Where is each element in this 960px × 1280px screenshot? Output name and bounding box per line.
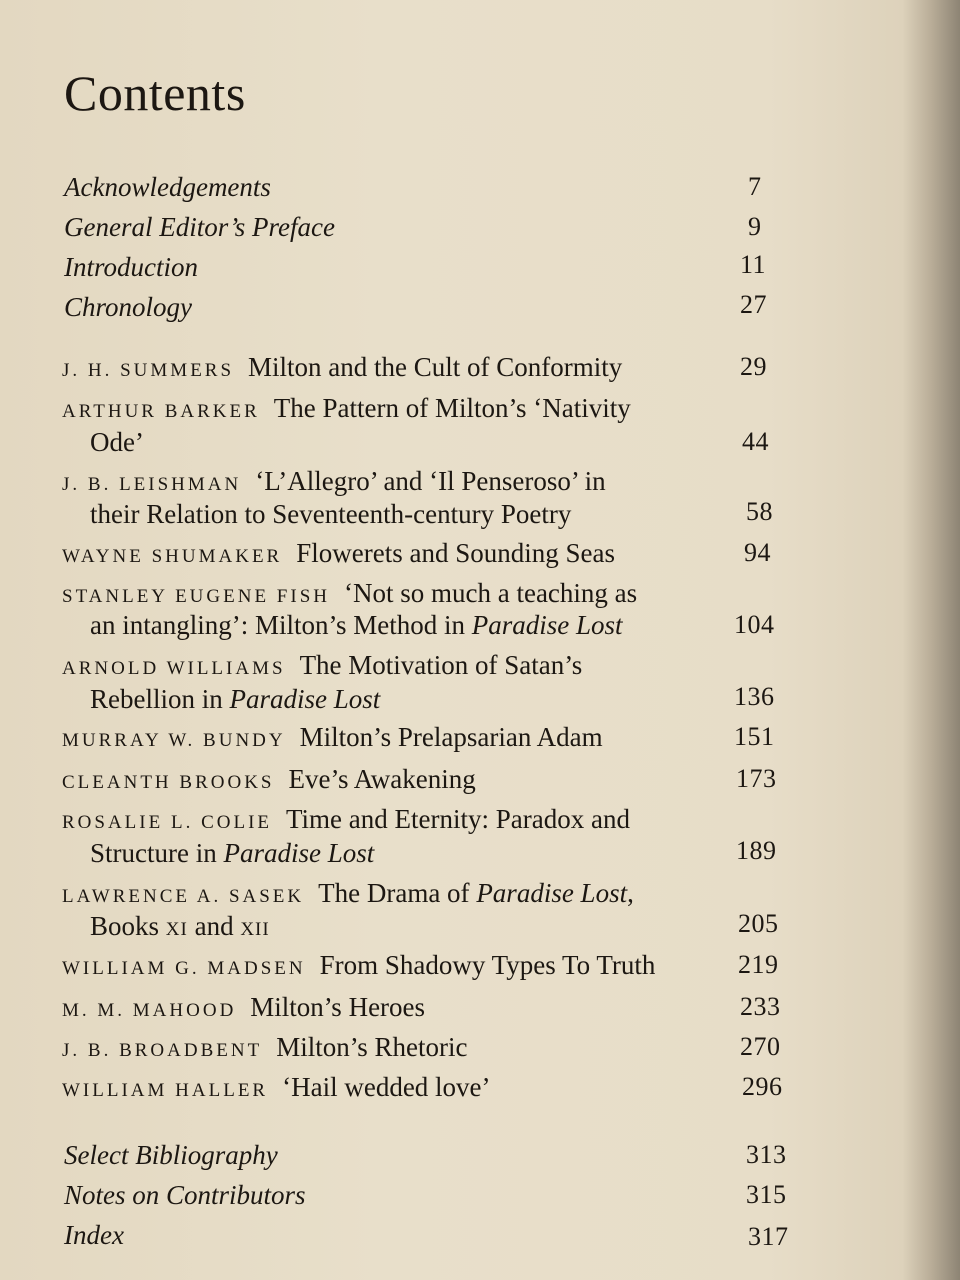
author-name: LAWRENCE A. SASEK (62, 886, 305, 907)
author-name: ARNOLD WILLIAMS (62, 658, 286, 679)
toc-entry (62, 393, 631, 424)
essay-title: From Shadowy Types To Truth (319, 950, 656, 980)
page-number: 296 (742, 1072, 783, 1101)
page-number: 270 (740, 1032, 781, 1061)
essay-title-continued: Ode’ (90, 427, 144, 457)
toc-entry-introduction: Introduction (64, 252, 198, 282)
toc-entry-bibliography: Select Bibliography (64, 1140, 278, 1170)
essay-title-continued: Books XI and XII (90, 911, 270, 941)
page-number: 189 (736, 836, 777, 865)
essay-title: ‘Hail wedded love’ (282, 1072, 491, 1102)
author-name: J. B. BROADBENT (62, 1040, 263, 1061)
toc-entry: LAWRENCE A. SASEK The Drama of Paradise Lost, (62, 878, 634, 908)
author-name: WILLIAM G. MADSEN (62, 958, 306, 979)
toc-entry-preface: General Editor’s Preface (64, 212, 335, 242)
toc-entry-index: Index (64, 1220, 124, 1250)
page-number: 104 (734, 610, 775, 639)
author-name: ARTHUR BARKER (62, 401, 260, 422)
toc-entry (62, 992, 425, 1023)
essay-title: Time and Eternity: Paradox and (286, 804, 630, 834)
page-number: 44 (742, 427, 769, 456)
essay-title-continued: Structure in Paradise Lost (90, 838, 375, 868)
page-number: 233 (740, 992, 781, 1021)
page-number: 205 (738, 909, 779, 938)
page-number: 27 (740, 290, 767, 319)
essay-title: Milton’s Prelapsarian Adam (299, 722, 603, 752)
toc-entry (62, 466, 606, 497)
essay-title: Eve’s Awakening (288, 764, 476, 794)
essay-title: Milton and the Cult of Conformity (248, 352, 623, 382)
toc-entry (62, 1072, 491, 1103)
toc-entry (62, 352, 622, 383)
toc-entry-chronology: Chronology (64, 292, 192, 322)
essay-title: Flowerets and Sounding Seas (296, 538, 615, 568)
toc-entry-contributors: Notes on Contributors (64, 1180, 306, 1210)
page-number: 94 (744, 538, 771, 567)
page-number: 313 (746, 1140, 787, 1169)
author-name: WAYNE SHUMAKER (62, 546, 283, 567)
author-name: STANLEY EUGENE FISH (62, 586, 330, 607)
essay-title: Milton’s Rhetoric (276, 1032, 468, 1062)
page-number: 58 (746, 497, 773, 526)
author-name: ROSALIE L. COLIE (62, 812, 273, 833)
author-name: M. M. MAHOOD (62, 1000, 237, 1021)
page-title: Contents (64, 65, 246, 121)
essay-title: Milton’s Heroes (250, 992, 426, 1022)
page-number: 317 (748, 1222, 789, 1251)
author-name: J. H. SUMMERS (62, 360, 235, 381)
toc-entry (62, 722, 603, 753)
page-number: 136 (734, 682, 775, 711)
page-number: 151 (734, 722, 775, 751)
essay-title-continued: an intangling’: Milton’s Method in Paradise Lost (90, 610, 623, 640)
toc-entry (62, 950, 655, 981)
page-number: 11 (740, 250, 767, 279)
essay-title: The Motivation of Satan’s (299, 650, 583, 680)
essay-title: ‘L’Allegro’ and ‘Il Penseroso’ in (255, 466, 606, 496)
toc-entry (62, 804, 630, 835)
page-number: 7 (748, 172, 762, 201)
toc-entry (62, 1032, 467, 1063)
author-name: WILLIAM HALLER (62, 1080, 269, 1101)
essay-title: ‘Not so much a teaching as (344, 578, 638, 608)
essay-title-continued: their Relation to Seventeenth-century Poetry (90, 499, 572, 529)
page-number: 315 (746, 1180, 787, 1209)
author-name: J. B. LEISHMAN (62, 474, 242, 495)
essay-title: The Pattern of Milton’s ‘Nativity (273, 393, 631, 423)
toc-entry (62, 578, 637, 609)
page-number: 173 (736, 764, 777, 793)
author-name: CLEANTH BROOKS (62, 772, 275, 793)
toc-entry (62, 538, 615, 569)
toc-entry (62, 764, 476, 795)
essay-title-continued: Rebellion in Paradise Lost (90, 684, 381, 714)
page-number: 219 (738, 950, 779, 979)
toc-entry-acknowledgements: Acknowledgements (64, 172, 271, 202)
author-name: MURRAY W. BUNDY (62, 730, 286, 751)
page-number: 29 (740, 352, 767, 381)
page-number: 9 (748, 212, 762, 241)
toc-entry (62, 650, 582, 681)
